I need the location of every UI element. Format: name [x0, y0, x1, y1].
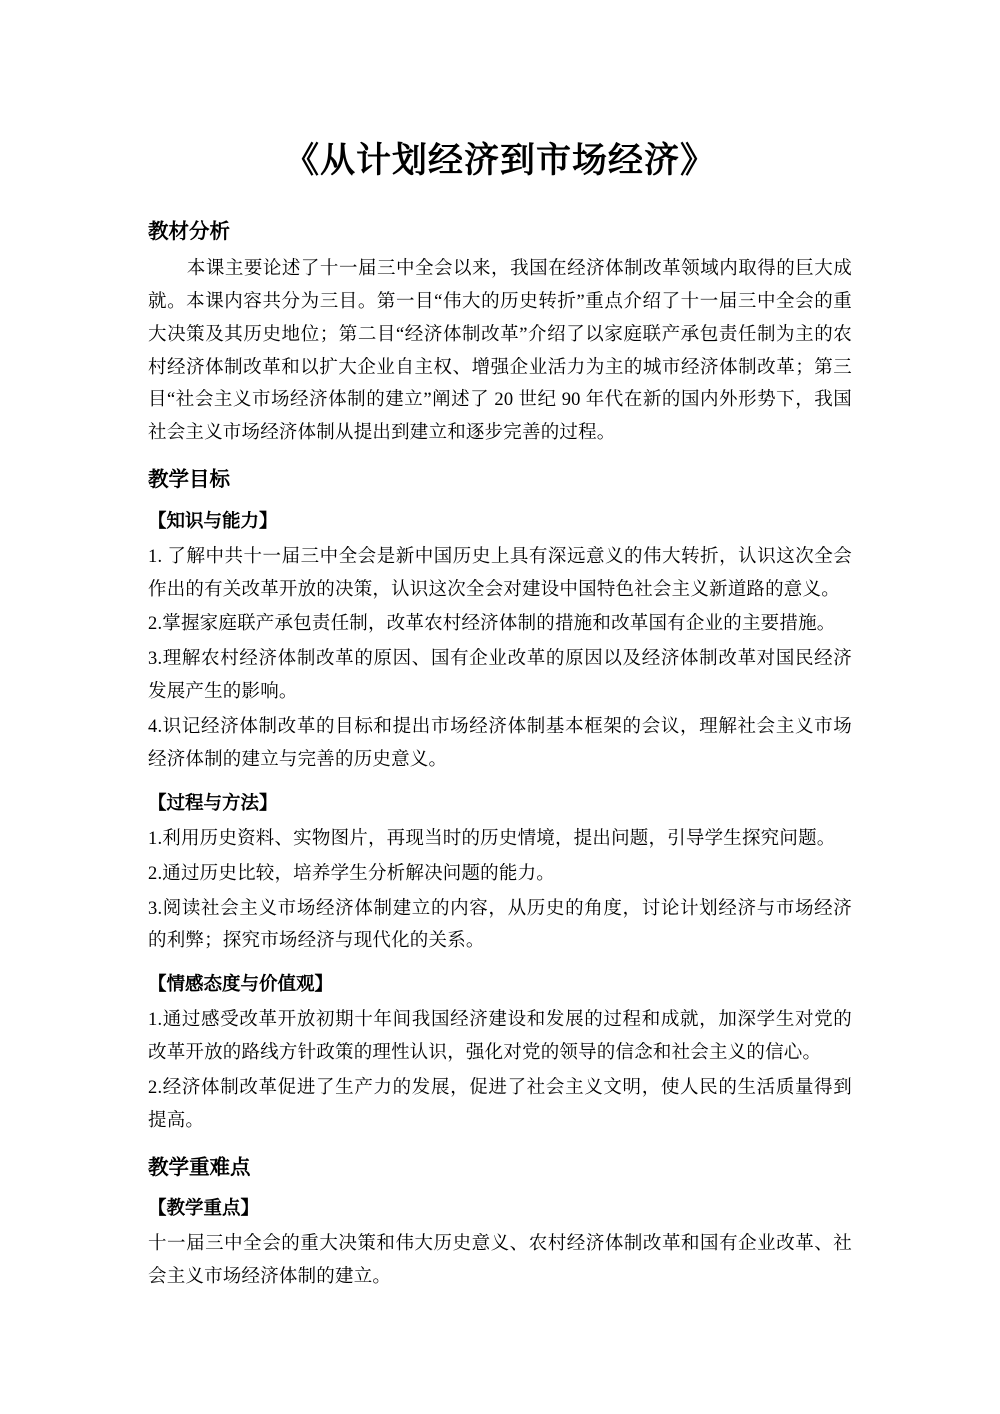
list-item: 3.理解农村经济体制改革的原因、国有企业改革的原因以及经济体制改革对国民经济发展产生的影响。 — [148, 649, 852, 703]
list-item: 2.掌握家庭联产承包责任制，改革农村经济体制的措施和改革国有企业的主要措施。 — [148, 614, 836, 635]
subsection-heading: 【教学重点】 — [148, 1198, 260, 1220]
subsection-heading: 【知识与能力】 — [148, 511, 278, 533]
list-item: 3.阅读社会主义市场经济体制建立的内容，从历史的角度，讨论计划经济与市场经济的利弊；探究市场经济与现代化的关系。 — [148, 898, 852, 952]
subsection-emotion-attitude-values — [148, 970, 852, 1137]
section-textbook-analysis — [148, 216, 852, 450]
list-item: 1. 了解中共十一届三中全会是新中国历史上具有深远意义的伟大转折，认识这次全会作出的有关改革开放的决策，认识这次全会对建设中国特色社会主义新道路的意义。 — [148, 546, 852, 600]
section-heading: 教学目标 — [148, 467, 230, 492]
section-heading: 教材分析 — [148, 219, 230, 243]
section-heading: 教学重难点 — [148, 1154, 251, 1179]
section-teaching-objectives — [148, 464, 852, 1137]
list-item: 4.识记经济体制改革的目标和提出市场经济体制基本框架的会议，理解社会主义市场经济体制的建立与完善的历史意义。 — [148, 717, 852, 771]
list-item: 2.经济体制改革促进了生产力的发展，促进了社会主义文明，使人民的生活质量得到提高。 — [148, 1077, 852, 1131]
list-item: 1.利用历史资料、实物图片，再现当时的历史情境，提出问题，引导学生探究问题。 — [148, 828, 836, 849]
page-title: 《从计划经济到市场经济》 — [283, 141, 716, 181]
list-item: 2.通过历史比较，培养学生分析解决问题的能力。 — [148, 863, 555, 884]
subsection-knowledge-ability — [148, 507, 852, 777]
subsection-process-method — [148, 789, 852, 958]
list-item: 1.通过感受改革开放初期十年间我国经济建设和发展的过程和成就，加深学生对党的改革开放的路线方针政策的理性认识，强化对党的领导的信念和社会主义的信心。 — [148, 1009, 852, 1063]
section-key-difficult-points — [148, 1152, 852, 1294]
subsection-heading: 【情感态度与价值观】 — [148, 974, 334, 996]
paragraph: 本课主要论述了十一届三中全会以来，我国在经济体制改革领域内取得的巨大成就。本课内容共分为三目。第一目“伟大的历史转折”重点介绍了十一届三中全会的重大决策及其历史地位；第二目“经济体制改革”介绍了以家庭联产承包责任制为主的农村经济体制改革和以扩大企业自主权、增强企业活力为主的城市经济体制改革；第三目“社会主义市场经济体制的建立”阐述了 20 世纪 90 年代在新的国内外形势下，我国社会主义市场经济体制从提出到建立和逐步完善的过程。 — [148, 258, 852, 444]
list-item: 十一届三中全会的重大决策和伟大历史意义、农村经济体制改革和国有企业改革、社会主义市场经济体制的建立。 — [148, 1233, 852, 1287]
subsection-heading: 【过程与方法】 — [148, 793, 278, 815]
subsection-key-points — [148, 1194, 852, 1293]
